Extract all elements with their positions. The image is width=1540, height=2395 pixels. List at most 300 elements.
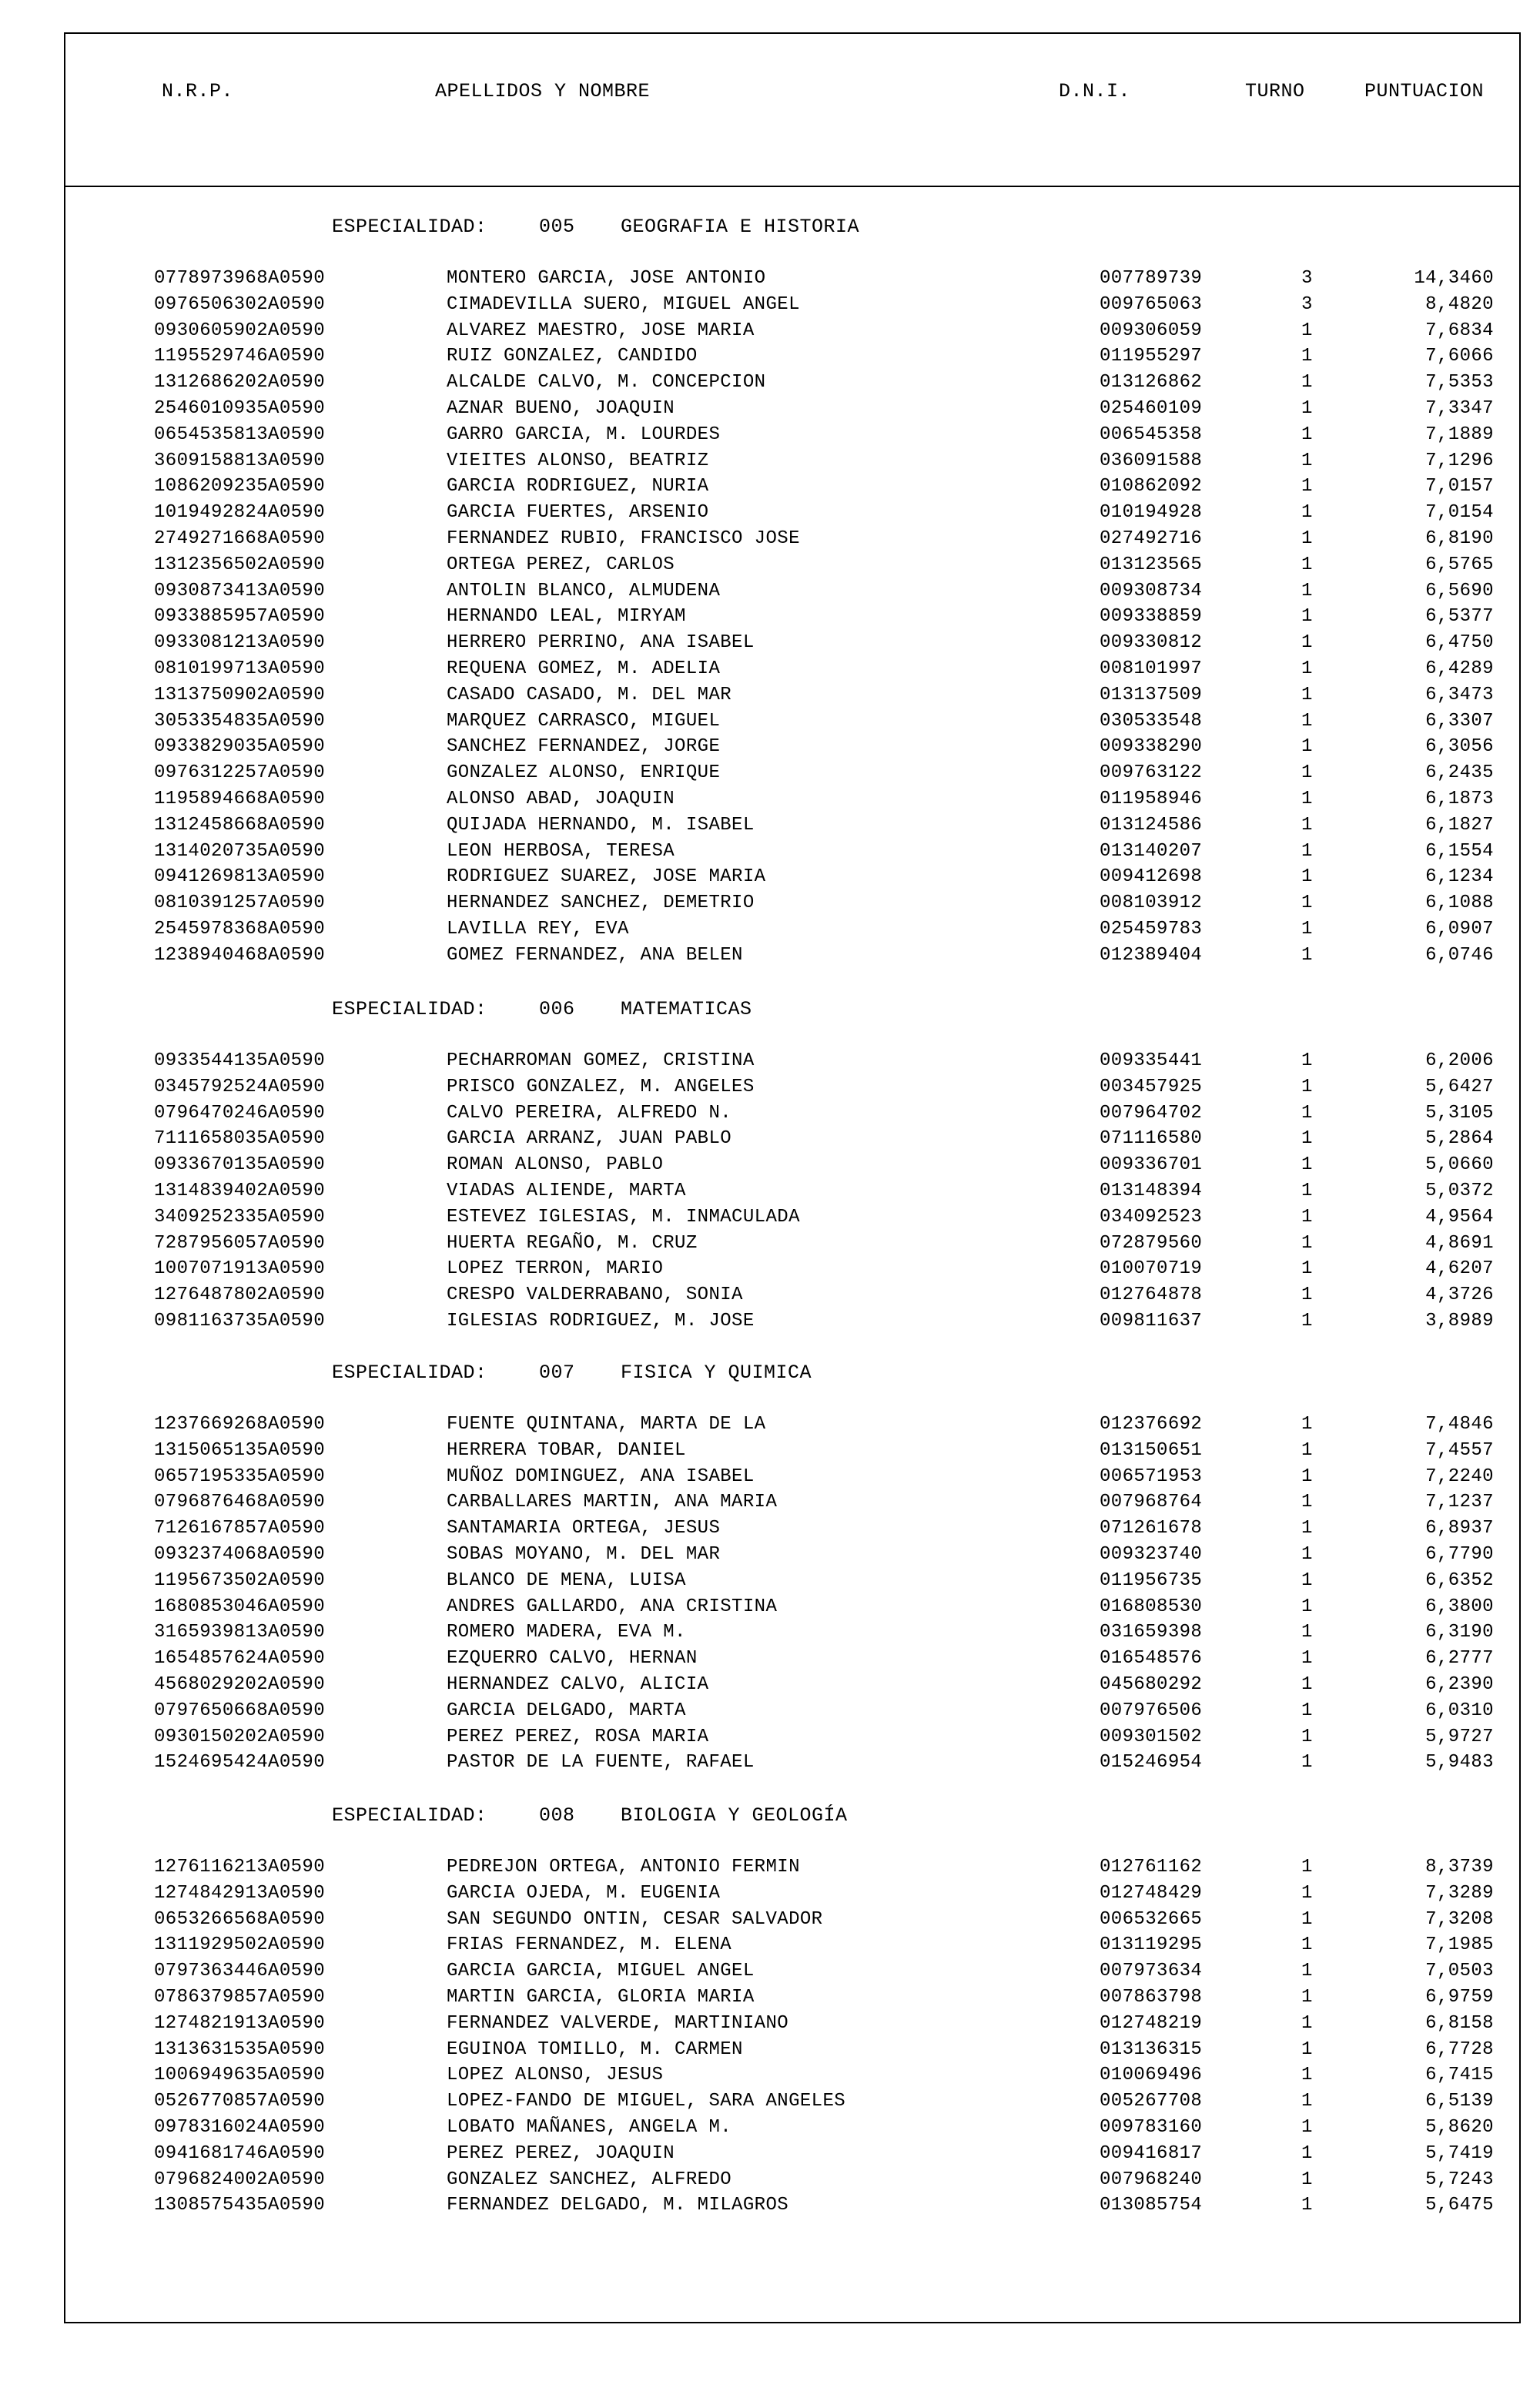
- table-row: [0, 945, 1540, 971]
- row-nrp: 7111658035A0590: [154, 1128, 326, 1150]
- row-dni: 009783160: [1100, 2117, 1203, 2138]
- row-nrp: 1195894668A0590: [154, 789, 326, 809]
- table-row: [0, 762, 1540, 789]
- row-name: ANDRES GALLARDO, ANA CRISTINA: [447, 1596, 778, 1617]
- row-turno: 1: [1301, 450, 1313, 471]
- row-name: HERNANDO LEAL, MIRYAM: [447, 606, 686, 628]
- row-puntuacion: 5,6475: [1425, 2195, 1494, 2216]
- row-name: MUÑOZ DOMINGUEZ, ANA ISABEL: [447, 1465, 755, 1487]
- row-puntuacion: 7,6066: [1425, 346, 1494, 367]
- row-dni: 010194928: [1100, 502, 1203, 524]
- header-divider: [64, 186, 1521, 187]
- row-nrp: 1312356502A0590: [154, 554, 326, 575]
- row-nrp: 0932374068A0590: [154, 1544, 326, 1565]
- row-puntuacion: 6,5139: [1425, 2091, 1494, 2112]
- row-turno: 1: [1301, 1258, 1313, 1280]
- row-dni: 009765063: [1100, 293, 1203, 315]
- row-turno: 1: [1301, 476, 1313, 497]
- row-dni: 011956735: [1100, 1569, 1203, 1591]
- table-row: [0, 1207, 1540, 1233]
- row-name: LOPEZ TERRON, MARIO: [447, 1258, 664, 1280]
- row-puntuacion: 6,3056: [1425, 736, 1494, 758]
- row-nrp: 3609158813A0590: [154, 450, 326, 471]
- row-dni: 006571953: [1100, 1465, 1203, 1487]
- row-nrp: 1238940468A0590: [154, 944, 326, 966]
- row-name: SOBAS MOYANO, M. DEL MAR: [447, 1544, 721, 1565]
- row-nrp: 1006949635A0590: [154, 2065, 326, 2086]
- row-dni: 009306059: [1100, 320, 1203, 341]
- row-turno: 1: [1301, 1102, 1313, 1124]
- table-row: [0, 2039, 1540, 2065]
- header-nrp: N.R.P.: [162, 80, 234, 102]
- row-dni: 009412698: [1100, 866, 1203, 888]
- row-nrp: 0930605902A0590: [154, 320, 326, 341]
- row-puntuacion: 6,1873: [1425, 789, 1494, 809]
- table-row: [0, 320, 1540, 347]
- row-nrp: 1314020735A0590: [154, 840, 326, 862]
- row-turno: 1: [1301, 1596, 1313, 1617]
- row-name: FUENTE QUINTANA, MARTA DE LA: [447, 1414, 766, 1435]
- row-name: ALVAREZ MAESTRO, JOSE MARIA: [447, 320, 755, 341]
- row-nrp: 0786379857A0590: [154, 1987, 326, 2008]
- table-row: [0, 736, 1540, 762]
- row-turno: 3: [1301, 293, 1313, 315]
- row-turno: 1: [1301, 1569, 1313, 1591]
- row-dni: 008101997: [1100, 658, 1203, 679]
- row-puntuacion: 6,1554: [1425, 840, 1494, 862]
- row-puntuacion: 7,3347: [1425, 398, 1494, 419]
- table-row: [0, 451, 1540, 477]
- row-turno: 1: [1301, 320, 1313, 341]
- row-puntuacion: 6,5690: [1425, 580, 1494, 601]
- row-name: EGUINOA TOMILLO, M. CARMEN: [447, 2038, 743, 2060]
- row-nrp: 0981163735A0590: [154, 1311, 326, 1331]
- row-turno: 1: [1301, 710, 1313, 732]
- row-dni: 009338290: [1100, 736, 1203, 758]
- row-dni: 009301502: [1100, 1726, 1203, 1747]
- row-name: AZNAR BUENO, JOAQUIN: [447, 398, 675, 419]
- row-turno: 3: [1301, 268, 1313, 289]
- row-name: GARCIA GARCIA, MIGUEL ANGEL: [447, 1961, 755, 1982]
- section-name: GEOGRAFIA E HISTORIA: [621, 216, 860, 238]
- row-puntuacion: 6,4750: [1425, 632, 1494, 654]
- table-row: [0, 1233, 1540, 1259]
- row-puntuacion: 6,3190: [1425, 1622, 1494, 1643]
- section-name: BIOLOGIA Y GEOLOGÍA: [621, 1804, 848, 1827]
- row-turno: 1: [1301, 606, 1313, 628]
- row-name: VIEITES ALONSO, BEATRIZ: [447, 450, 709, 471]
- row-dni: 045680292: [1100, 1674, 1203, 1695]
- row-dni: 010069496: [1100, 2065, 1203, 2086]
- row-dni: 009763122: [1100, 762, 1203, 784]
- row-name: QUIJADA HERNANDO, M. ISABEL: [447, 814, 755, 836]
- row-turno: 1: [1301, 893, 1313, 914]
- row-dni: 025460109: [1100, 398, 1203, 419]
- row-nrp: 1680853046A0590: [154, 1596, 326, 1617]
- section-label: ESPECIALIDAD:: [332, 998, 487, 1020]
- row-dni: 011955297: [1100, 346, 1203, 367]
- section-name: FISICA Y QUIMICA: [621, 1362, 812, 1384]
- row-name: BLANCO DE MENA, LUISA: [447, 1569, 686, 1591]
- row-name: GARCIA RODRIGUEZ, NURIA: [447, 476, 709, 497]
- row-nrp: 0933670135A0590: [154, 1154, 326, 1176]
- row-turno: 1: [1301, 1961, 1313, 1982]
- section-name: MATEMATICAS: [621, 998, 752, 1020]
- row-puntuacion: 6,3473: [1425, 684, 1494, 705]
- row-puntuacion: 6,1088: [1425, 893, 1494, 914]
- row-nrp: 1312686202A0590: [154, 372, 326, 394]
- row-puntuacion: 6,1827: [1425, 814, 1494, 836]
- row-puntuacion: 4,8691: [1425, 1232, 1494, 1254]
- row-puntuacion: 6,3800: [1425, 1596, 1494, 1617]
- row-turno: 1: [1301, 1206, 1313, 1228]
- row-nrp: 0345792524A0590: [154, 1076, 326, 1097]
- row-nrp: 2749271668A0590: [154, 528, 326, 549]
- table-row: [0, 866, 1540, 893]
- table-row: [0, 1570, 1540, 1596]
- row-nrp: 0797650668A0590: [154, 1700, 326, 1721]
- row-turno: 1: [1301, 1285, 1313, 1306]
- row-dni: 007976506: [1100, 1700, 1203, 1721]
- row-turno: 1: [1301, 580, 1313, 601]
- table-row: [0, 1674, 1540, 1700]
- row-turno: 1: [1301, 398, 1313, 419]
- row-nrp: 1314839402A0590: [154, 1181, 326, 1201]
- row-puntuacion: 6,7728: [1425, 2038, 1494, 2060]
- section-label: ESPECIALIDAD:: [332, 216, 487, 238]
- row-name: LOBATO MAÑANES, ANGELA M.: [447, 2117, 732, 2138]
- row-nrp: 0976312257A0590: [154, 762, 326, 784]
- row-name: HUERTA REGAÑO, M. CRUZ: [447, 1232, 698, 1254]
- row-name: SANTAMARIA ORTEGA, JESUS: [447, 1518, 721, 1539]
- row-turno: 1: [1301, 1311, 1313, 1331]
- row-nrp: 0978316024A0590: [154, 2117, 326, 2138]
- table-row: [0, 1154, 1540, 1181]
- row-dni: 006545358: [1100, 424, 1203, 445]
- row-name: IGLESIAS RODRIGUEZ, M. JOSE: [447, 1311, 755, 1331]
- row-turno: 1: [1301, 424, 1313, 445]
- row-dni: 012748429: [1100, 1882, 1203, 1904]
- table-row: [0, 1103, 1540, 1129]
- table-row: [0, 1752, 1540, 1778]
- row-turno: 1: [1301, 658, 1313, 679]
- row-name: GARRO GARCIA, M. LOURDES: [447, 424, 721, 445]
- row-dni: 031659398: [1100, 1622, 1203, 1643]
- row-name: GONZALEZ ALONSO, ENRIQUE: [447, 762, 721, 784]
- row-nrp: 0797363446A0590: [154, 1961, 326, 1982]
- row-name: SANCHEZ FERNANDEZ, JORGE: [447, 736, 721, 758]
- row-dni: 072879560: [1100, 1232, 1203, 1254]
- row-nrp: 0796876468A0590: [154, 1492, 326, 1513]
- row-nrp: 0930873413A0590: [154, 580, 326, 601]
- table-row: [0, 554, 1540, 581]
- section-code: 008: [539, 1804, 575, 1827]
- table-row: [0, 2091, 1540, 2117]
- row-name: PEREZ PEREZ, ROSA MARIA: [447, 1726, 709, 1747]
- row-dni: 007863798: [1100, 1987, 1203, 2008]
- row-puntuacion: 7,1889: [1425, 424, 1494, 445]
- row-puntuacion: 8,4820: [1425, 293, 1494, 315]
- row-dni: 071261678: [1100, 1518, 1203, 1539]
- row-puntuacion: 5,8620: [1425, 2117, 1494, 2138]
- row-turno: 1: [1301, 1232, 1313, 1254]
- row-name: GOMEZ FERNANDEZ, ANA BELEN: [447, 944, 743, 966]
- row-dni: 005267708: [1100, 2091, 1203, 2112]
- row-puntuacion: 6,7790: [1425, 1544, 1494, 1565]
- row-turno: 1: [1301, 1700, 1313, 1721]
- row-nrp: 1195529746A0590: [154, 346, 326, 367]
- row-puntuacion: 7,5353: [1425, 372, 1494, 394]
- row-turno: 1: [1301, 866, 1313, 888]
- row-nrp: 1311929502A0590: [154, 1934, 326, 1956]
- header-turno: TURNO: [1245, 80, 1305, 102]
- row-dni: 007968764: [1100, 1492, 1203, 1513]
- header-puntuacion: PUNTUACION: [1364, 80, 1485, 102]
- row-puntuacion: 6,2777: [1425, 1648, 1494, 1670]
- row-turno: 1: [1301, 1544, 1313, 1565]
- row-nrp: 7126167857A0590: [154, 1518, 326, 1539]
- table-row: [0, 581, 1540, 607]
- row-puntuacion: 6,2435: [1425, 762, 1494, 784]
- row-turno: 1: [1301, 1622, 1313, 1643]
- table-row: [0, 1857, 1540, 1883]
- row-dni: 013126862: [1100, 372, 1203, 394]
- row-name: REQUENA GOMEZ, M. ADELIA: [447, 658, 721, 679]
- header-dni: D.N.I.: [1059, 80, 1131, 102]
- row-name: ESTEVEZ IGLESIAS, M. INMACULADA: [447, 1206, 800, 1228]
- row-dni: 071116580: [1100, 1128, 1203, 1150]
- table-row: [0, 502, 1540, 528]
- row-turno: 1: [1301, 1752, 1313, 1774]
- row-puntuacion: 7,0154: [1425, 502, 1494, 524]
- table-row: [0, 632, 1540, 658]
- table-row: [0, 2143, 1540, 2169]
- row-turno: 1: [1301, 1934, 1313, 1956]
- row-turno: 1: [1301, 1076, 1313, 1097]
- table-row: [0, 1727, 1540, 1753]
- row-name: HERNANDEZ CALVO, ALICIA: [447, 1674, 709, 1695]
- row-dni: 011958946: [1100, 789, 1203, 809]
- table-row: [0, 2013, 1540, 2039]
- row-turno: 1: [1301, 1908, 1313, 1930]
- row-nrp: 0933544135A0590: [154, 1050, 326, 1071]
- table-row: [0, 1414, 1540, 1440]
- row-name: PEDREJON ORTEGA, ANTONIO FERMIN: [447, 1857, 800, 1877]
- row-name: CASADO CASADO, M. DEL MAR: [447, 684, 732, 705]
- row-puntuacion: 5,7243: [1425, 2169, 1494, 2190]
- row-dni: 012389404: [1100, 944, 1203, 966]
- row-dni: 007973634: [1100, 1961, 1203, 1982]
- table-row: [0, 424, 1540, 451]
- row-dni: 036091588: [1100, 450, 1203, 471]
- row-nrp: 0657195335A0590: [154, 1465, 326, 1487]
- table-row: [0, 893, 1540, 919]
- row-turno: 1: [1301, 372, 1313, 394]
- row-puntuacion: 6,6352: [1425, 1569, 1494, 1591]
- row-name: HERRERO PERRINO, ANA ISABEL: [447, 632, 755, 654]
- row-puntuacion: 6,8158: [1425, 2012, 1494, 2034]
- row-dni: 016808530: [1100, 1596, 1203, 1617]
- table-row: [0, 1700, 1540, 1727]
- row-name: GARCIA FUERTES, ARSENIO: [447, 502, 709, 524]
- table-row: [0, 1181, 1540, 1207]
- row-puntuacion: 5,3105: [1425, 1102, 1494, 1124]
- row-turno: 1: [1301, 2065, 1313, 2086]
- row-nrp: 1274842913A0590: [154, 1882, 326, 1904]
- row-turno: 1: [1301, 502, 1313, 524]
- table-row: [0, 1518, 1540, 1544]
- row-name: FRIAS FERNANDEZ, M. ELENA: [447, 1934, 732, 1956]
- row-nrp: 1315065135A0590: [154, 1439, 326, 1461]
- row-nrp: 1308575435A0590: [154, 2195, 326, 2216]
- row-turno: 1: [1301, 632, 1313, 654]
- row-turno: 1: [1301, 814, 1313, 836]
- row-dni: 007968240: [1100, 2169, 1203, 2190]
- row-turno: 1: [1301, 2012, 1313, 2034]
- row-dni: 003457925: [1100, 1076, 1203, 1097]
- row-turno: 1: [1301, 944, 1313, 966]
- row-turno: 1: [1301, 789, 1313, 809]
- row-puntuacion: 6,0746: [1425, 944, 1494, 966]
- row-puntuacion: 3,8989: [1425, 1311, 1494, 1331]
- row-dni: 012376692: [1100, 1414, 1203, 1435]
- row-puntuacion: 7,0503: [1425, 1961, 1494, 1982]
- row-nrp: 1654857624A0590: [154, 1648, 326, 1670]
- row-dni: 013140207: [1100, 840, 1203, 862]
- row-dni: 015246954: [1100, 1752, 1203, 1774]
- row-nrp: 2546010935A0590: [154, 398, 326, 419]
- table-row: [0, 789, 1540, 815]
- row-nrp: 0810391257A0590: [154, 893, 326, 914]
- row-turno: 1: [1301, 2142, 1313, 2164]
- row-turno: 1: [1301, 919, 1313, 940]
- row-puntuacion: 7,0157: [1425, 476, 1494, 497]
- row-nrp: 0654535813A0590: [154, 424, 326, 445]
- row-dni: 016548576: [1100, 1648, 1203, 1670]
- table-row: [0, 1050, 1540, 1077]
- row-name: CALVO PEREIRA, ALFREDO N.: [447, 1102, 732, 1124]
- row-turno: 1: [1301, 2117, 1313, 2138]
- row-nrp: 1276116213A0590: [154, 1857, 326, 1877]
- row-turno: 1: [1301, 1882, 1313, 1904]
- table-row: [0, 1544, 1540, 1570]
- row-name: ROMAN ALONSO, PABLO: [447, 1154, 664, 1176]
- row-nrp: 0810199713A0590: [154, 658, 326, 679]
- row-nrp: 3165939813A0590: [154, 1622, 326, 1643]
- table-row: [0, 2117, 1540, 2143]
- row-name: ALONSO ABAD, JOAQUIN: [447, 789, 675, 809]
- row-dni: 007789739: [1100, 268, 1203, 289]
- row-nrp: 0941269813A0590: [154, 866, 326, 888]
- row-dni: 009811637: [1100, 1311, 1203, 1331]
- row-name: HERRERA TOBAR, DANIEL: [447, 1439, 686, 1461]
- row-turno: 1: [1301, 2091, 1313, 2112]
- row-nrp: 1276487802A0590: [154, 1285, 326, 1306]
- row-turno: 1: [1301, 1857, 1313, 1877]
- row-nrp: 0796824002A0590: [154, 2169, 326, 2190]
- row-turno: 1: [1301, 1726, 1313, 1747]
- row-turno: 1: [1301, 1987, 1313, 2008]
- table-row: [0, 2169, 1540, 2196]
- row-puntuacion: 5,7419: [1425, 2142, 1494, 2164]
- row-puntuacion: 5,9483: [1425, 1752, 1494, 1774]
- row-puntuacion: 4,3726: [1425, 1285, 1494, 1306]
- row-puntuacion: 7,1985: [1425, 1934, 1494, 1956]
- row-nrp: 1274821913A0590: [154, 2012, 326, 2034]
- row-nrp: 0526770857A0590: [154, 2091, 326, 2112]
- row-name: FERNANDEZ RUBIO, FRANCISCO JOSE: [447, 528, 800, 549]
- row-name: ROMERO MADERA, EVA M.: [447, 1622, 686, 1643]
- row-turno: 1: [1301, 1050, 1313, 1071]
- row-puntuacion: 5,0660: [1425, 1154, 1494, 1176]
- table-row: [0, 711, 1540, 737]
- row-dni: 030533548: [1100, 710, 1203, 732]
- table-row: [0, 1492, 1540, 1518]
- row-dni: 009323740: [1100, 1544, 1203, 1565]
- row-name: FERNANDEZ DELGADO, M. MILAGROS: [447, 2195, 789, 2216]
- section-code: 006: [539, 998, 575, 1020]
- row-dni: 009308734: [1100, 580, 1203, 601]
- row-dni: 013150651: [1100, 1439, 1203, 1461]
- row-puntuacion: 6,0310: [1425, 1700, 1494, 1721]
- table-row: [0, 1258, 1540, 1285]
- row-turno: 1: [1301, 1414, 1313, 1435]
- row-puntuacion: 6,8190: [1425, 528, 1494, 549]
- row-puntuacion: 7,2240: [1425, 1465, 1494, 1487]
- table-row: [0, 2065, 1540, 2091]
- row-name: MONTERO GARCIA, JOSE ANTONIO: [447, 268, 766, 289]
- row-nrp: 1237669268A0590: [154, 1414, 326, 1435]
- row-dni: 034092523: [1100, 1206, 1203, 1228]
- table-row: [0, 1909, 1540, 1935]
- row-dni: 009330812: [1100, 632, 1203, 654]
- row-puntuacion: 4,6207: [1425, 1258, 1494, 1280]
- row-puntuacion: 6,7415: [1425, 2065, 1494, 2086]
- table-row: [0, 268, 1540, 294]
- section-label: ESPECIALIDAD:: [332, 1804, 487, 1827]
- table-row: [0, 372, 1540, 398]
- row-nrp: 1313631535A0590: [154, 2038, 326, 2060]
- row-turno: 1: [1301, 1128, 1313, 1150]
- row-name: EZQUERRO CALVO, HERNAN: [447, 1648, 698, 1670]
- row-name: RODRIGUEZ SUAREZ, JOSE MARIA: [447, 866, 766, 888]
- row-dni: 025459783: [1100, 919, 1203, 940]
- row-dni: 012761162: [1100, 1857, 1203, 1877]
- row-puntuacion: 6,9759: [1425, 1987, 1494, 2008]
- row-turno: 1: [1301, 1181, 1313, 1201]
- row-dni: 013119295: [1100, 1934, 1203, 1956]
- row-puntuacion: 7,4557: [1425, 1439, 1494, 1461]
- row-nrp: 3053354835A0590: [154, 710, 326, 732]
- row-turno: 1: [1301, 2038, 1313, 2060]
- row-name: FERNANDEZ VALVERDE, MARTINIANO: [447, 2012, 789, 2034]
- table-row: [0, 476, 1540, 502]
- row-nrp: 4568029202A0590: [154, 1674, 326, 1695]
- row-turno: 1: [1301, 762, 1313, 784]
- row-dni: 013123565: [1100, 554, 1203, 575]
- table-row: [0, 1934, 1540, 1961]
- row-name: CRESPO VALDERRABANO, SONIA: [447, 1285, 743, 1306]
- section-label: ESPECIALIDAD:: [332, 1362, 487, 1384]
- table-row: [0, 1285, 1540, 1311]
- row-turno: 1: [1301, 736, 1313, 758]
- row-puntuacion: 6,8937: [1425, 1518, 1494, 1539]
- row-dni: 009336701: [1100, 1154, 1203, 1176]
- row-dni: 009416817: [1100, 2142, 1203, 2164]
- row-turno: 1: [1301, 1648, 1313, 1670]
- row-name: RUIZ GONZALEZ, CANDIDO: [447, 346, 698, 367]
- row-nrp: 0933885957A0590: [154, 606, 326, 628]
